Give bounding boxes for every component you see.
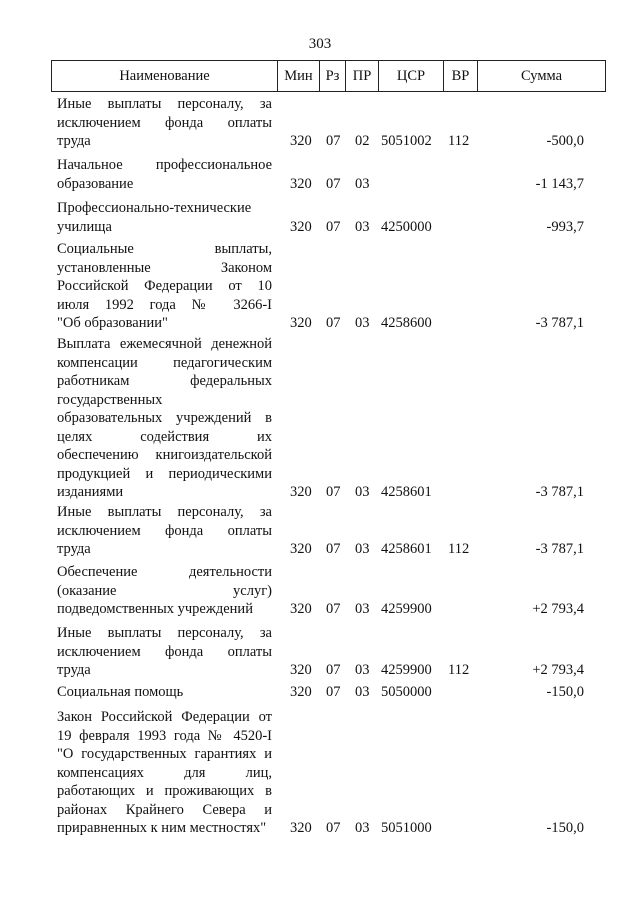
row-name — [57, 95, 272, 151]
row-name-line: Социальные выплаты, — [57, 241, 272, 257]
row-name-line: работающих и проживающих в — [57, 783, 272, 799]
row-name-line: целях содействия их — [57, 428, 272, 445]
row-name-line: Иные выплаты персоналу, за — [57, 504, 272, 520]
row-name-line: изданиями — [57, 484, 124, 500]
row-min: 320 — [290, 684, 312, 700]
row-name-line: исключением фонда оплаты — [57, 114, 272, 131]
row-pr: 03 — [355, 175, 370, 192]
row-name-line: труда — [57, 662, 91, 678]
row-name-line: (оказание услуг) — [57, 582, 272, 599]
row-min: 320 — [290, 133, 312, 149]
header-pr: ПР — [345, 61, 378, 91]
row-name — [57, 335, 272, 502]
row-pr: 03 — [355, 315, 370, 331]
header-name: Наименование — [51, 61, 277, 91]
row-name-line: исключением фонда оплаты — [57, 522, 272, 539]
row-csr: 4258600 — [381, 315, 432, 331]
header-rz: Рз — [319, 61, 345, 91]
row-rz: 07 — [326, 820, 341, 836]
row-name-line: Выплата ежемесячной денежной — [57, 336, 272, 352]
row-rz: 07 — [326, 684, 341, 700]
header-csr: ЦСР — [378, 61, 443, 91]
row-name — [57, 563, 272, 619]
table-header — [51, 60, 606, 92]
row-name-line: обеспечению книгоиздательской — [57, 447, 272, 463]
row-pr: 03 — [355, 684, 370, 700]
row-min: 320 — [290, 315, 312, 331]
header-vr: ВР — [443, 61, 477, 91]
row-min: 320 — [290, 541, 312, 557]
row-name-line: образование — [57, 175, 134, 192]
row-name-line: образовательных учреждений в — [57, 410, 272, 426]
row-name — [57, 708, 272, 838]
row-name-line: Обеспечение деятельности — [57, 564, 272, 580]
row-csr: 4258601 — [381, 541, 432, 557]
row-csr: 4258601 — [381, 484, 432, 500]
row-csr: 5050000 — [381, 684, 432, 700]
row-name-line: работникам федеральных — [57, 373, 272, 389]
row-name-line: компенсации педагогическим — [57, 354, 272, 371]
row-rz: 07 — [326, 175, 341, 192]
row-name-line: Профессионально-технические — [57, 200, 252, 216]
row-pr: 03 — [355, 484, 370, 500]
row-name-line: Иные выплаты персоналу, за — [57, 96, 272, 112]
row-min: 320 — [290, 601, 312, 617]
row-name-line: государственных — [57, 391, 163, 408]
header-sum: Сумма — [477, 61, 606, 91]
row-name — [57, 240, 272, 333]
row-name-line: Начальное профессиональное — [57, 157, 272, 173]
row-rz: 07 — [326, 218, 341, 235]
row-sum: -3 787,1 — [535, 484, 584, 500]
row-pr: 03 — [355, 541, 370, 557]
row-rz: 07 — [326, 315, 341, 331]
row-vr: 112 — [448, 662, 470, 678]
row-min: 320 — [290, 218, 312, 235]
row-sum: -150,0 — [546, 684, 584, 700]
row-csr: 4259900 — [381, 662, 432, 678]
row-pr: 03 — [355, 662, 370, 678]
row-name-line: Иные выплаты персоналу, за — [57, 625, 272, 641]
row-name — [57, 683, 272, 702]
page-number: 303 — [308, 36, 332, 52]
row-name-line: Закон Российской Федерации от — [57, 709, 272, 725]
row-rz: 07 — [326, 662, 341, 678]
row-sum: -500,0 — [546, 133, 584, 149]
row-sum: -3 787,1 — [535, 315, 584, 331]
row-sum: -1 143,7 — [535, 175, 584, 192]
row-name-line: Социальная помощь — [57, 684, 184, 700]
row-rz: 07 — [326, 541, 341, 557]
row-name-line: исключением фонда оплаты — [57, 643, 272, 660]
row-csr: 5051002 — [381, 133, 432, 149]
row-pr: 03 — [355, 218, 370, 235]
row-name — [57, 624, 272, 680]
row-name-line: июля 1992 года № 3266-I — [57, 296, 272, 313]
row-name-line: продукцией и периодическими — [57, 465, 272, 482]
row-sum: +2 793,4 — [532, 601, 584, 617]
row-name-line: "О государственных гарантиях и — [57, 746, 272, 762]
row-sum: -993,7 — [546, 218, 584, 235]
row-rz: 07 — [326, 601, 341, 617]
row-csr: 5051000 — [381, 820, 432, 836]
row-name-line: Российской Федерации от 10 — [57, 278, 272, 294]
row-name-line: компенсациях для лиц, — [57, 764, 272, 781]
row-rz: 07 — [326, 484, 341, 500]
row-pr: 03 — [355, 820, 370, 836]
row-vr: 112 — [448, 133, 470, 149]
row-csr: 4250000 — [381, 218, 432, 235]
row-name — [57, 156, 272, 193]
row-min: 320 — [290, 484, 312, 500]
row-min: 320 — [290, 175, 312, 192]
row-name-line: приравненных к ним местностях" — [57, 820, 267, 836]
row-pr: 03 — [355, 601, 370, 617]
row-name-line: районах Крайнего Севера и — [57, 801, 272, 818]
row-sum: -3 787,1 — [535, 541, 584, 557]
row-min: 320 — [290, 820, 312, 836]
row-csr: 4259900 — [381, 601, 432, 617]
row-name-line: 19 февраля 1993 года № 4520-I — [57, 727, 272, 744]
row-name — [57, 503, 272, 559]
row-name-line: училища — [57, 218, 112, 235]
row-name-line: установленные Законом — [57, 259, 272, 276]
row-name — [57, 199, 272, 236]
row-name-line: подведомственных учреждений — [57, 601, 253, 617]
row-name-line: "Об образовании" — [57, 315, 168, 331]
row-vr: 112 — [448, 541, 470, 557]
row-pr: 02 — [355, 133, 370, 149]
row-sum: +2 793,4 — [532, 662, 584, 678]
row-min: 320 — [290, 662, 312, 678]
row-name-line: труда — [57, 133, 91, 149]
row-rz: 07 — [326, 133, 341, 149]
row-sum: -150,0 — [546, 820, 584, 836]
header-min: Мин — [277, 61, 319, 91]
row-name-line: труда — [57, 541, 91, 557]
